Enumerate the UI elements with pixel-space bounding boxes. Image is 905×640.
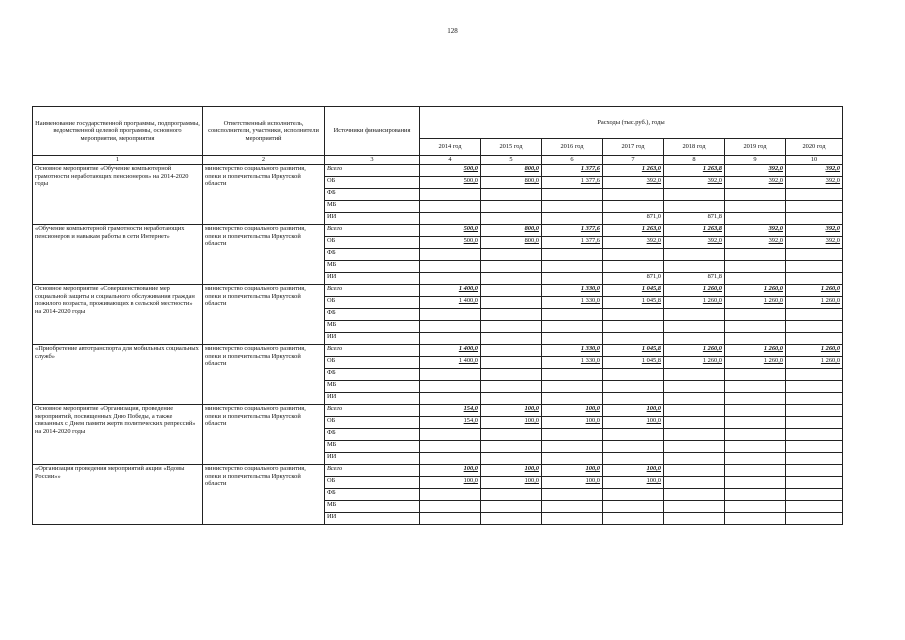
amount-cell (481, 453, 542, 465)
funding-source: МБ (325, 321, 420, 333)
amount-cell: 1 260,0 (664, 297, 725, 309)
amount-cell (481, 273, 542, 285)
amount-cell (420, 321, 481, 333)
column-number: 3 (325, 156, 420, 165)
amount-cell (786, 393, 843, 405)
funding-source: ОБ (325, 417, 420, 429)
funding-source: ИИ (325, 513, 420, 525)
header-year: 2019 год (725, 139, 786, 156)
amount-cell (603, 381, 664, 393)
header-year: 2017 год (603, 139, 664, 156)
amount-cell (664, 429, 725, 441)
amount-cell: 392,0 (603, 237, 664, 249)
amount-cell (786, 189, 843, 201)
amount-cell (664, 477, 725, 489)
amount-cell: 1 260,0 (664, 357, 725, 369)
funding-source: МБ (325, 441, 420, 453)
amount-cell (481, 297, 542, 309)
amount-cell (725, 465, 786, 477)
amount-cell: 871,8 (664, 273, 725, 285)
amount-cell: 100,0 (603, 465, 664, 477)
table-body (33, 107, 843, 525)
amount-cell (725, 321, 786, 333)
amount-cell (481, 333, 542, 345)
amount-cell (786, 261, 843, 273)
amount-cell (664, 201, 725, 213)
amount-cell: 1 377,6 (542, 225, 603, 237)
amount-cell: 1 330,0 (542, 297, 603, 309)
funding-source: ФБ (325, 369, 420, 381)
amount-cell (542, 369, 603, 381)
amount-cell: 800,0 (481, 237, 542, 249)
funding-source: ОБ (325, 357, 420, 369)
funding-source: ИИ (325, 213, 420, 225)
amount-cell: 1 045,8 (603, 357, 664, 369)
amount-cell (725, 189, 786, 201)
amount-cell (664, 465, 725, 477)
amount-cell (420, 501, 481, 513)
measure-name: «Организация проведения мероприятий акции «Вдовы России»» (33, 465, 203, 525)
amount-cell: 800,0 (481, 177, 542, 189)
amount-cell: 100,0 (481, 417, 542, 429)
amount-cell: 392,0 (664, 237, 725, 249)
amount-cell (542, 261, 603, 273)
amount-cell (664, 453, 725, 465)
amount-cell: 1 263,8 (664, 165, 725, 177)
amount-cell (420, 201, 481, 213)
amount-cell: 392,0 (603, 177, 664, 189)
amount-cell (786, 309, 843, 321)
amount-cell (786, 273, 843, 285)
amount-cell: 1 400,0 (420, 357, 481, 369)
amount-cell (725, 453, 786, 465)
column-number: 8 (664, 156, 725, 165)
amount-cell: 1 263,0 (603, 225, 664, 237)
amount-cell: 100,0 (481, 477, 542, 489)
header-year: 2020 год (786, 139, 843, 156)
amount-cell: 100,0 (481, 465, 542, 477)
amount-cell: 100,0 (481, 405, 542, 417)
amount-cell (725, 477, 786, 489)
amount-cell (481, 441, 542, 453)
amount-cell: 1 260,0 (786, 345, 843, 357)
amount-cell (664, 513, 725, 525)
amount-cell: 100,0 (542, 405, 603, 417)
funding-source: ФБ (325, 309, 420, 321)
amount-cell (786, 381, 843, 393)
amount-cell (603, 201, 664, 213)
amount-cell (603, 489, 664, 501)
funding-source: ОБ (325, 297, 420, 309)
amount-cell: 1 400,0 (420, 345, 481, 357)
amount-cell: 871,0 (603, 273, 664, 285)
amount-cell (603, 393, 664, 405)
amount-cell (542, 429, 603, 441)
funding-source: ОБ (325, 237, 420, 249)
amount-cell: 1 260,0 (664, 285, 725, 297)
funding-source: МБ (325, 381, 420, 393)
amount-cell (603, 441, 664, 453)
amount-cell (786, 213, 843, 225)
amount-cell: 1 330,0 (542, 357, 603, 369)
amount-cell (664, 441, 725, 453)
funding-source: Всего (325, 225, 420, 237)
amount-cell (786, 441, 843, 453)
amount-cell: 1 260,0 (786, 285, 843, 297)
amount-cell: 100,0 (603, 477, 664, 489)
amount-cell: 1 045,8 (603, 285, 664, 297)
amount-cell (542, 441, 603, 453)
amount-cell (542, 189, 603, 201)
amount-cell (603, 501, 664, 513)
amount-cell (603, 429, 664, 441)
amount-cell (481, 381, 542, 393)
amount-cell: 1 330,0 (542, 345, 603, 357)
amount-cell: 1 260,0 (786, 297, 843, 309)
amount-cell (420, 453, 481, 465)
amount-cell (725, 513, 786, 525)
funding-source: Всего (325, 165, 420, 177)
measure-name: Основное мероприятие «Обучение компьютерной грамотности неработающих пенсионеров» на 2014-2020 годы (33, 165, 203, 225)
funding-source: ФБ (325, 429, 420, 441)
amount-cell (420, 333, 481, 345)
amount-cell: 1 260,0 (725, 285, 786, 297)
amount-cell (481, 357, 542, 369)
measure-name: Основное мероприятие «Организация, проведение мероприятий, посвященных Дню Победы, а также связанных с Днем памяти жертв политических репрессий» на 2014-2020 годы (33, 405, 203, 465)
amount-cell (664, 189, 725, 201)
amount-cell (420, 393, 481, 405)
measure-name: «Приобретение автотранспорта для мобильных социальных служб» (33, 345, 203, 405)
amount-cell: 500,0 (420, 237, 481, 249)
amount-cell (664, 405, 725, 417)
table-row (33, 345, 843, 357)
executor-name: министерство социального развития, опеки и попечительства Иркутской области (203, 165, 325, 225)
amount-cell (725, 333, 786, 345)
amount-cell: 1 400,0 (420, 297, 481, 309)
amount-cell (420, 429, 481, 441)
amount-cell: 1 260,0 (725, 345, 786, 357)
amount-cell (481, 501, 542, 513)
table-row (33, 405, 843, 417)
amount-cell (542, 213, 603, 225)
amount-cell (481, 369, 542, 381)
amount-cell (420, 513, 481, 525)
amount-cell: 1 377,6 (542, 165, 603, 177)
amount-cell (420, 249, 481, 261)
amount-cell (603, 321, 664, 333)
amount-cell (481, 321, 542, 333)
amount-cell (542, 273, 603, 285)
amount-cell: 100,0 (420, 477, 481, 489)
amount-cell (420, 489, 481, 501)
budget-table (32, 106, 843, 525)
amount-cell: 392,0 (725, 237, 786, 249)
measure-name: Основное мероприятие «Совершенствование мер социальной защиты и социального обслуживания граждан пожилого возраста, проживающих в сельской местности» на 2014-2020 годы (33, 285, 203, 345)
amount-cell (786, 477, 843, 489)
funding-source: ИИ (325, 393, 420, 405)
executor-name: министерство социального развития, опеки и попечительства Иркутской области (203, 465, 325, 525)
table-row (33, 285, 843, 297)
funding-source: МБ (325, 201, 420, 213)
amount-cell (664, 321, 725, 333)
amount-cell: 1 377,6 (542, 177, 603, 189)
column-number: 10 (786, 156, 843, 165)
funding-source: Всего (325, 465, 420, 477)
amount-cell (725, 489, 786, 501)
amount-cell (481, 429, 542, 441)
amount-cell (786, 465, 843, 477)
executor-name: министерство социального развития, опеки и попечительства Иркутской области (203, 225, 325, 285)
amount-cell (420, 441, 481, 453)
amount-cell (542, 393, 603, 405)
funding-source: ОБ (325, 477, 420, 489)
amount-cell (786, 453, 843, 465)
amount-cell (481, 345, 542, 357)
amount-cell (481, 285, 542, 297)
table-row (33, 465, 843, 477)
amount-cell: 100,0 (603, 417, 664, 429)
amount-cell: 392,0 (786, 165, 843, 177)
amount-cell (481, 201, 542, 213)
measure-name: «Обучение компьютерной грамотности неработающих пенсионеров и навыкам работы в сети Интернет» (33, 225, 203, 285)
header-expenses: Расходы (тыс.руб.), годы (420, 107, 843, 139)
amount-cell (725, 273, 786, 285)
column-number: 4 (420, 156, 481, 165)
funding-source: МБ (325, 501, 420, 513)
amount-cell: 1 263,0 (603, 165, 664, 177)
amount-cell (786, 489, 843, 501)
amount-cell: 100,0 (542, 417, 603, 429)
amount-cell (664, 309, 725, 321)
amount-cell (420, 261, 481, 273)
amount-cell (603, 261, 664, 273)
amount-cell (603, 513, 664, 525)
amount-cell: 871,0 (603, 213, 664, 225)
column-number: 9 (725, 156, 786, 165)
amount-cell (664, 249, 725, 261)
amount-cell (542, 501, 603, 513)
header-year: 2015 год (481, 139, 542, 156)
header-row (33, 107, 843, 139)
funding-source: ФБ (325, 489, 420, 501)
column-number: 7 (603, 156, 664, 165)
amount-cell (481, 513, 542, 525)
amount-cell: 154,0 (420, 417, 481, 429)
amount-cell (725, 381, 786, 393)
amount-cell (420, 273, 481, 285)
amount-cell (481, 213, 542, 225)
amount-cell: 500,0 (420, 177, 481, 189)
amount-cell: 800,0 (481, 225, 542, 237)
column-number: 5 (481, 156, 542, 165)
funding-source: ИИ (325, 453, 420, 465)
amount-cell (542, 453, 603, 465)
executor-name: министерство социального развития, опеки и попечительства Иркутской области (203, 285, 325, 345)
column-number: 6 (542, 156, 603, 165)
amount-cell (725, 213, 786, 225)
amount-cell (664, 417, 725, 429)
amount-cell (603, 369, 664, 381)
amount-cell: 1 400,0 (420, 285, 481, 297)
funding-source: ИИ (325, 273, 420, 285)
amount-cell (420, 369, 481, 381)
amount-cell: 392,0 (786, 225, 843, 237)
amount-cell: 1 260,0 (786, 357, 843, 369)
amount-cell: 871,8 (664, 213, 725, 225)
amount-cell: 1 045,8 (603, 297, 664, 309)
amount-cell (664, 501, 725, 513)
amount-cell (725, 405, 786, 417)
amount-cell (786, 429, 843, 441)
amount-cell: 1 330,0 (542, 285, 603, 297)
funding-source: ОБ (325, 177, 420, 189)
amount-cell: 100,0 (542, 477, 603, 489)
header-name: Наименование государственной программы, подпрограммы, ведомственной целевой программы, основного мероприятия, мероприятия (33, 107, 203, 156)
amount-cell: 392,0 (786, 177, 843, 189)
header-source: Источники финансирования (325, 107, 420, 156)
amount-cell: 392,0 (725, 225, 786, 237)
amount-cell (603, 453, 664, 465)
funding-source: Всего (325, 285, 420, 297)
amount-cell (664, 369, 725, 381)
table-row (33, 225, 843, 237)
amount-cell (786, 513, 843, 525)
amount-cell (664, 261, 725, 273)
amount-cell (542, 381, 603, 393)
amount-cell (725, 393, 786, 405)
amount-cell: 500,0 (420, 225, 481, 237)
amount-cell: 1 260,0 (725, 297, 786, 309)
amount-cell (481, 489, 542, 501)
amount-cell: 1 263,8 (664, 225, 725, 237)
amount-cell: 100,0 (420, 465, 481, 477)
amount-cell (725, 309, 786, 321)
amount-cell: 1 045,8 (603, 345, 664, 357)
funding-source: ИИ (325, 333, 420, 345)
table-row (33, 165, 843, 177)
column-number: 2 (203, 156, 325, 165)
amount-cell (542, 333, 603, 345)
amount-cell (725, 261, 786, 273)
amount-cell (542, 321, 603, 333)
header-year: 2016 год (542, 139, 603, 156)
amount-cell (725, 429, 786, 441)
amount-cell (420, 381, 481, 393)
column-number: 1 (33, 156, 203, 165)
amount-cell (542, 249, 603, 261)
amount-cell: 1 260,0 (664, 345, 725, 357)
header-executor: Ответственный исполнитель, соисполнители, участники, исполнители мероприятий (203, 107, 325, 156)
amount-cell (725, 369, 786, 381)
funding-source: Всего (325, 405, 420, 417)
amount-cell: 392,0 (725, 165, 786, 177)
amount-cell (664, 381, 725, 393)
amount-cell (786, 333, 843, 345)
amount-cell (420, 189, 481, 201)
amount-cell (542, 309, 603, 321)
amount-cell: 100,0 (603, 405, 664, 417)
amount-cell (786, 417, 843, 429)
funding-source: Всего (325, 345, 420, 357)
amount-cell (481, 189, 542, 201)
amount-cell (725, 417, 786, 429)
amount-cell (603, 249, 664, 261)
amount-cell: 1 377,6 (542, 237, 603, 249)
amount-cell (603, 333, 664, 345)
amount-cell (786, 201, 843, 213)
amount-cell: 392,0 (725, 177, 786, 189)
amount-cell (481, 249, 542, 261)
amount-cell (481, 393, 542, 405)
funding-source: ФБ (325, 189, 420, 201)
amount-cell (420, 309, 481, 321)
amount-cell: 500,0 (420, 165, 481, 177)
funding-source: МБ (325, 261, 420, 273)
amount-cell (542, 489, 603, 501)
amount-cell: 1 260,0 (725, 357, 786, 369)
amount-cell: 800,0 (481, 165, 542, 177)
amount-cell: 392,0 (786, 237, 843, 249)
amount-cell (420, 213, 481, 225)
amount-cell (786, 405, 843, 417)
amount-cell: 100,0 (542, 465, 603, 477)
amount-cell: 392,0 (664, 177, 725, 189)
page-number: 128 (447, 27, 458, 35)
amount-cell (725, 201, 786, 213)
header-year: 2018 год (664, 139, 725, 156)
executor-name: министерство социального развития, опеки и попечительства Иркутской области (203, 405, 325, 465)
header-year: 2014 год (420, 139, 481, 156)
amount-cell (786, 321, 843, 333)
funding-source: ФБ (325, 249, 420, 261)
amount-cell (603, 309, 664, 321)
amount-cell (725, 501, 786, 513)
amount-cell (725, 441, 786, 453)
amount-cell (481, 309, 542, 321)
amount-cell: 154,0 (420, 405, 481, 417)
amount-cell (664, 333, 725, 345)
amount-cell (786, 369, 843, 381)
amount-cell (786, 249, 843, 261)
amount-cell (664, 489, 725, 501)
amount-cell (786, 501, 843, 513)
amount-cell (664, 393, 725, 405)
executor-name: министерство социального развития, опеки и попечительства Иркутской области (203, 345, 325, 405)
amount-cell (542, 201, 603, 213)
amount-cell (481, 261, 542, 273)
amount-cell (542, 513, 603, 525)
amount-cell (603, 189, 664, 201)
column-numbers-row (33, 156, 843, 165)
amount-cell (725, 249, 786, 261)
